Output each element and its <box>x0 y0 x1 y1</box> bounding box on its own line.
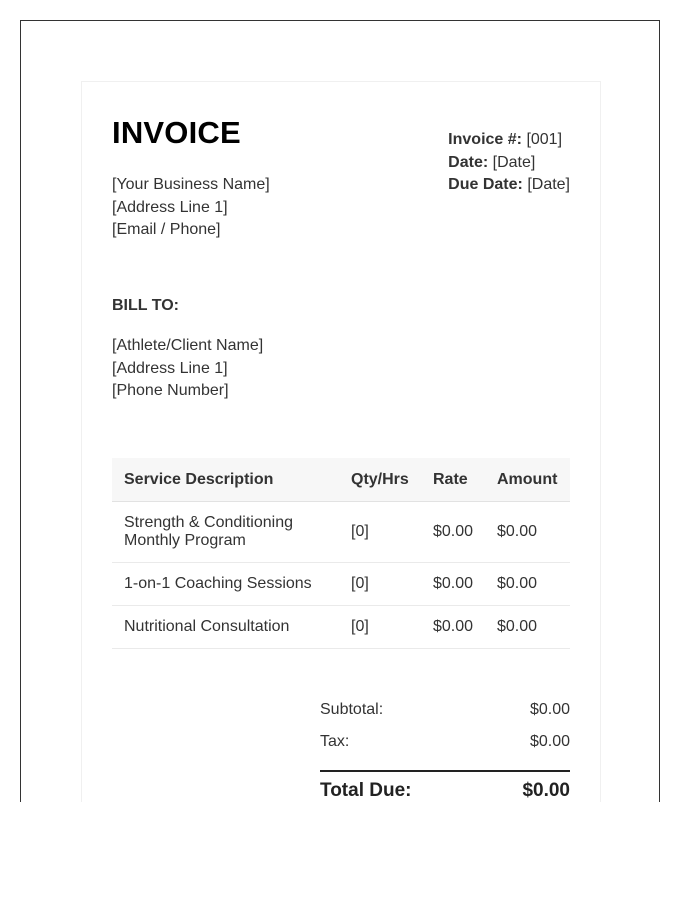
column-header: Service Description <box>112 458 339 502</box>
table-row <box>112 502 570 563</box>
subtotal-value: $0.00 <box>529 701 570 718</box>
invoice-date-value: [Date] <box>492 153 536 171</box>
table-header-row <box>112 458 570 502</box>
bill-to-heading: BILL TO: <box>112 297 179 314</box>
table-row <box>112 563 570 606</box>
invoice-number-row <box>448 129 570 152</box>
invoice-number-value: [001] <box>526 131 563 148</box>
tax-label: Tax: <box>320 733 350 750</box>
totals-block <box>320 694 570 808</box>
qty-cell: [0] <box>339 563 421 606</box>
client-address: [Address Line 1] <box>112 359 228 377</box>
qty-cell: [0] <box>339 606 421 649</box>
amount-cell: $0.00 <box>485 606 570 649</box>
total-due-value: $0.00 <box>522 780 570 801</box>
client-name: [Athlete/Client Name] <box>112 337 264 354</box>
due-date-value: [Date] <box>527 176 570 193</box>
subtotal-row <box>320 694 570 726</box>
amount-cell: $0.00 <box>485 563 570 606</box>
column-header: Qty/Hrs <box>339 458 421 502</box>
client-info <box>112 335 263 403</box>
service-description <box>112 502 339 563</box>
subtotal-label: Subtotal: <box>320 701 384 718</box>
tax-row <box>320 726 570 758</box>
rate-cell: $0.00 <box>421 502 485 563</box>
business-info <box>112 174 270 242</box>
meta-label: Due Date: <box>448 176 523 193</box>
meta-label: Invoice #: <box>448 131 522 148</box>
meta-label: Date: <box>448 153 489 171</box>
invoice-date-row <box>448 152 570 175</box>
total-due-row <box>320 774 570 808</box>
business-address: [Address Line 1] <box>112 198 228 216</box>
description-line: Monthly Program <box>124 532 246 549</box>
business-contact: [Email / Phone] <box>112 221 221 238</box>
line-items-table <box>112 458 570 649</box>
column-header: Amount <box>485 458 570 502</box>
business-name: [Your Business Name] <box>112 176 270 193</box>
service-description: 1-on-1 Coaching Sessions <box>112 563 339 606</box>
tax-value: $0.00 <box>529 733 570 750</box>
rate-cell: $0.00 <box>421 563 485 606</box>
rate-cell: $0.00 <box>421 606 485 649</box>
column-header: Rate <box>421 458 485 502</box>
invoice-meta <box>448 129 570 197</box>
client-phone: [Phone Number] <box>112 382 229 399</box>
due-date-row <box>448 174 570 197</box>
amount-cell: $0.00 <box>485 502 570 563</box>
total-due-label: Total Due: <box>320 780 412 801</box>
invoice-title: INVOICE <box>112 115 241 150</box>
totals-divider <box>320 770 570 772</box>
qty-cell: [0] <box>339 502 421 563</box>
description-line: Strength & Conditioning <box>124 514 293 531</box>
service-description: Nutritional Consultation <box>112 606 339 649</box>
table-row <box>112 606 570 649</box>
